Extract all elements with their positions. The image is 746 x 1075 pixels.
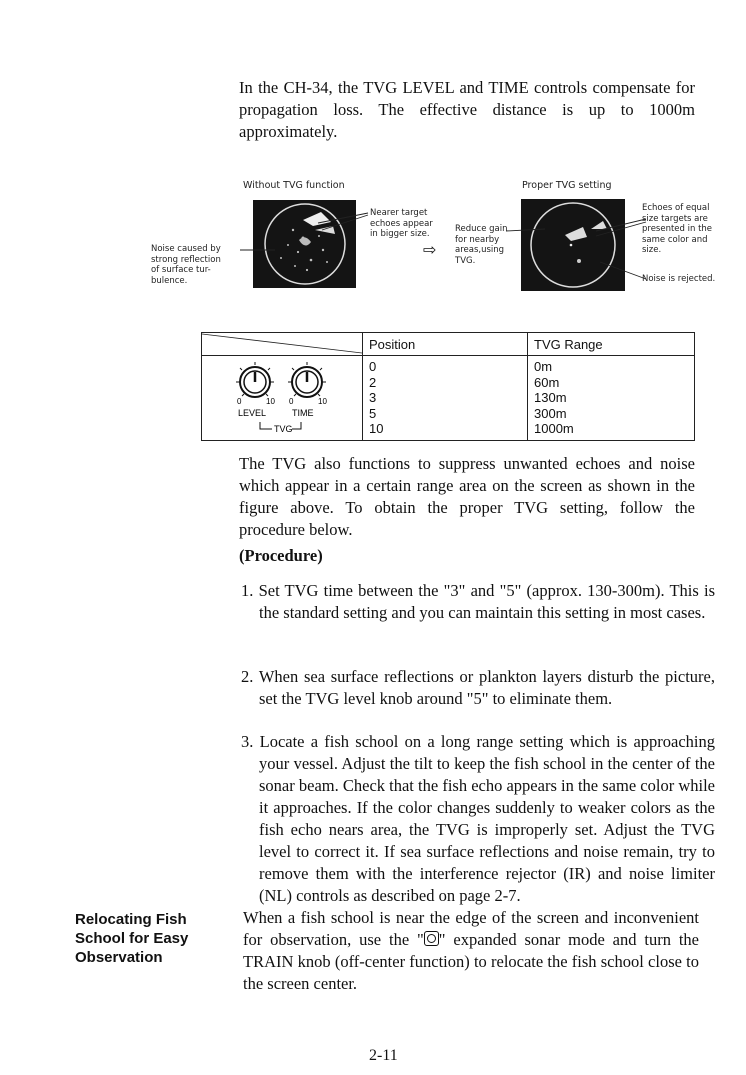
procedure-step-3: 3. Locate a fish school on a long range setting which is approaching your vessel. Adjust the tilt to keep the fish school in the center of the sonar beam. Check that the fish echo appears in the same color while it approaches. If the color changes suddenly to weaker colors as the fish echo nears area, the TVG is improperly set. Adjust the TVG level to correct it. If sea surface reflections and noise remain, try to remove them with the interference rejector (IR) and noise limiter (NL) controls as described on page 2-7.: [241, 732, 715, 905]
noise-rejected-note: Noise is rejected.: [642, 274, 716, 284]
procedure-step-1: 1. Set TVG time between the "3" and "5" (approx. 130-300m). This is the standard setting and you can maintain this setting in most cases.: [241, 581, 715, 622]
position-value: 10: [369, 421, 384, 436]
reduce-gain-note: Reduce gain for nearby areas,using TVG.: [455, 224, 508, 266]
time-label: TIME: [292, 408, 314, 418]
tvg-range-table: [201, 332, 695, 441]
procedure-heading: (Procedure): [239, 546, 323, 565]
tvg-group-label: TVG: [274, 424, 293, 434]
position-values-cell: [363, 356, 528, 441]
right-figure-caption: Proper TVG setting: [522, 180, 612, 191]
side-heading: Relocating Fish School for Easy Observation: [75, 911, 189, 966]
intro-paragraph: In the CH-34, the TVG LEVEL and TIME controls compensate for propagation loss. The effective distance is up to 1000m approximately.: [239, 78, 695, 141]
level-knob-icon: [236, 362, 274, 397]
tvg-knobs-illustration: [202, 356, 360, 440]
range-value: 300m: [534, 405, 567, 421]
time-knob-icon: [288, 362, 326, 397]
procedure-step-2: 2. When sea surface reflections or plankton layers disturb the picture, set the TVG level knob around "5" to eliminate them.: [241, 667, 715, 708]
time-knob-max: 10: [318, 397, 327, 406]
level-knob-min: 0: [237, 397, 242, 406]
position-value: 5: [369, 405, 377, 421]
expanded-mode-icon: [424, 931, 439, 946]
noise-caused-note: Noise caused by strong reflection of surface tur- bulence.: [151, 244, 221, 286]
relocation-paragraph: When a fish school is near the edge of the screen and inconvenient for observation, use the " " expanded sonar mode and turn the TRAIN knob (off-center function) to relocate the fish school close to the screen center.: [243, 908, 700, 993]
position-value: 3: [369, 390, 377, 405]
table-corner-cell: [202, 333, 363, 356]
position-value: 2: [369, 374, 377, 390]
level-label: LEVEL: [238, 408, 267, 418]
position-value: 0: [369, 359, 377, 374]
time-knob-min: 0: [289, 397, 294, 406]
range-values-cell: [528, 356, 695, 441]
range-value: 1000m: [534, 421, 574, 436]
right-callout-lines: [0, 0, 746, 300]
range-header: TVG Range: [528, 333, 695, 356]
tvg-function-paragraph: The TVG also functions to suppress unwanted echoes and noise which appear in a certain range area on the screen as shown in the figure above. To obtain the proper TVG setting, follow the procedure below.: [239, 454, 695, 539]
level-knob-max: 10: [266, 397, 275, 406]
range-value: 0m: [534, 359, 553, 374]
nearer-target-note: Nearer target echoes appear in bigger size.: [370, 208, 433, 239]
left-figure-caption: Without TVG function: [243, 180, 345, 191]
page-number: 2-11: [369, 1047, 398, 1064]
position-header: Position: [363, 333, 528, 356]
echoes-equal-note: Echoes of equal size targets are presented in the same color and size.: [642, 203, 713, 255]
arrow-icon: ⇨: [423, 240, 437, 259]
knob-illustration-cell: [202, 356, 363, 441]
range-value: 60m: [534, 374, 560, 390]
range-value: 130m: [534, 390, 567, 405]
